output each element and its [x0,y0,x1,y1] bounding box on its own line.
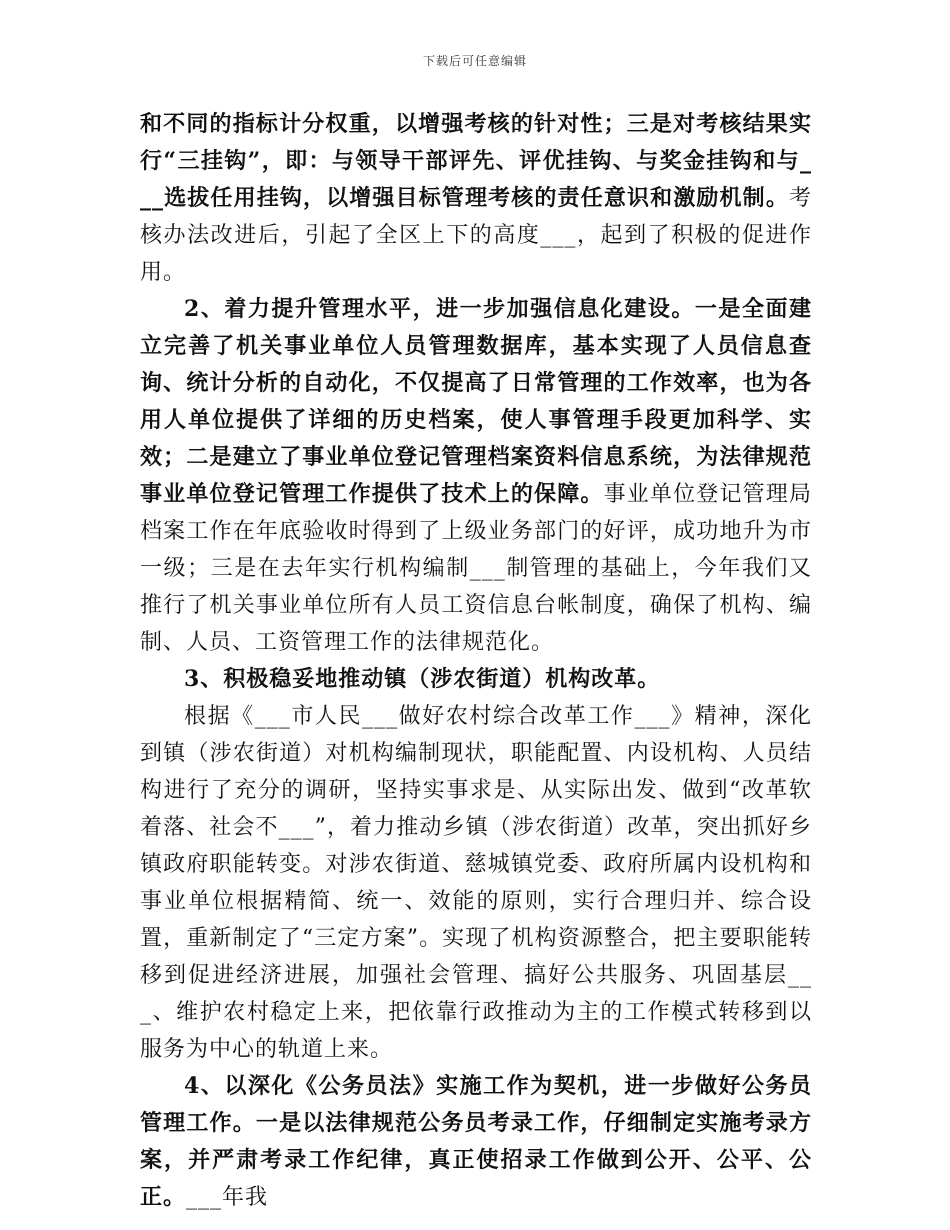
paragraph-4 [140,698,812,1068]
paragraph-5 [140,1068,812,1216]
paragraph-2 [140,291,812,661]
paragraph-3-heading [140,661,812,698]
paragraph-2-bold-text: 2、着力提升管理水平，进一步加强信息化建设。一是全面建立完善了机关事业单位人员管理数据库，基本实现了人员信息查询、统计分析的自动化，不仅提高了日常管理的工作效率，也为各用人单位提供了详细的历史档案，使人事管理手段更加科学、实效；二是建立了事业单位登记管理档案资料信息系统，为法律规范事业单位登记管理工作提供了技术上的保障。 [140,296,812,507]
paragraph-5-normal-text: ___年我 [186,1185,269,1210]
page-header: 下载后可任意编辑 [422,54,527,68]
paragraph-5-bold-text: 4、以深化《公务员法》实施工作为契机，进一步做好公务员管理工作。一是以法律规范公务员考录工作，仔细制定实施考录方案，并严肃考录工作纪律，真正使招录工作做到公开、公平、公正。 [140,1073,812,1210]
paragraph-3-bold-text: 3、积极稳妥地推动镇（涉农街道）机构改革。 [184,666,661,692]
paragraph-1 [140,106,812,291]
paragraph-4-normal-text: 根据《___市人民___做好农村综合改革工作___》精神，深化到镇（涉农街道）对机构编制现状，职能配置、内设机构、人员结构进行了充分的调研，坚持实事求是、从实际出发、做到“改革软着落、社会不___”，着力推动乡镇（涉农街道）改革，突出抓好乡镇政府职能转变。对涉农街道、慈城镇党委、政府所属内设机构和事业单位根据精简、统一、效能的原则，实行合理归并、综合设置，重新制定了“三定方案”。实现了机构资源整合，把主要职能转移到促进经济进展，加强社会管理、搞好公共服务、巩固基层___、维护农村稳定上来，把依靠行政推动为主的工作模式转移到以服务为中心的轨道上来。 [140,704,812,1062]
document-body [140,106,812,1216]
paragraph-2-normal-text: 事业单位登记管理局档案工作在年底验收时得到了上级业务部门的好评，成功地升为市一级；三是在去年实行机构编制___制管理的基础上，今年我们又推行了机关事业单位所有人员工资信息台帐制度，确保了机构、编制、人员、工资管理工作的法律规范化。 [140,482,812,655]
paragraph-1-bold-text: 和不同的指标计分权重，以增强考核的针对性；三是对考核结果实行“三挂钩”，即：与领导干部评先、评优挂钩、与奖金挂钩和与___选拔任用挂钩，以增强目标管理考核的责任意识和激励机制。 [140,111,812,211]
paragraph-1-normal-text: 考核办法改进后，引起了全区上下的高度___，起到了积极的促进作用。 [140,186,812,285]
